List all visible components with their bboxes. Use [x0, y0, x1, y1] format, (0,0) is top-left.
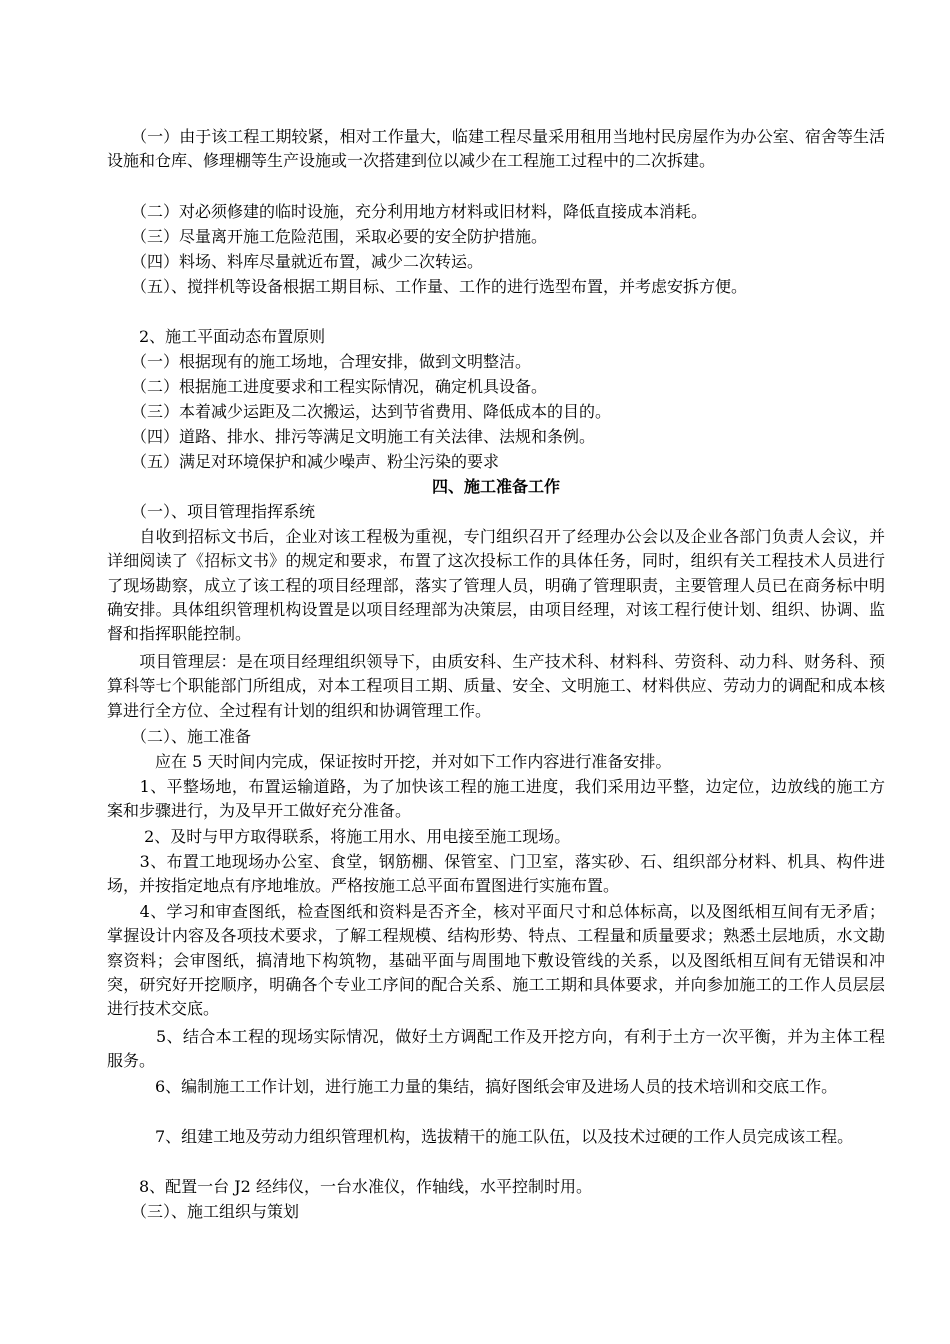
paragraph-layout-3: （三）本着减少运距及二次搬运，达到节省费用、降低成本的目的。 — [107, 402, 612, 421]
paragraph-prep-8: 8、配置一台 J2 经纬仪，一台水准仪，作轴线，水平控制时用。 — [107, 1177, 592, 1196]
paragraph-prep-4: 4、学习和审查图纸，检查图纸和资料是否齐全，核对平面尺寸和总体标高，以及图纸相互间有无矛盾；掌握设计内容及各项技术要求，了解工程规模、结构形势、特点、工程量和质量要求；熟悉土层地质，水文勘察资料；会审图纸，搞清地下构筑物，基础平面与周围地下敷设管线的关系，以及图纸相互间有无错误和冲突，研究好开挖顺序，明确各个专业工序间的配合关系、施工工期和具体要求，并向参加施工的工作人员层层进行技术交底。 — [107, 902, 885, 1019]
paragraph-prep-intro: 应在 5 天时间内完成，保证按时开挖，并对如下工作内容进行准备安排。 — [107, 752, 672, 771]
paragraph-management-2: 项目管理层：是在项目经理组织领导下，由质安科、生产技术科、材料科、劳资科、动力科、财务科、预算科等七个职能部门所组成，对本工程项目工期、质量、安全、文明施工、材料供应、劳动力的调配和成本核算进行全方位、全过程有计划的组织和协调管理工作。 — [107, 652, 885, 720]
paragraph-prep-1: 1、平整场地，布置运输道路，为了加快该工程的施工进度，我们采用边平整，边定位，边放线的施工方案和步骤进行，为及早开工做好充分准备。 — [107, 777, 885, 821]
paragraph-prep-7: 7、组建工地及劳动力组织管理机构，选拔精干的施工队伍，以及技术过硬的工作人员完成该工程。 — [107, 1127, 854, 1146]
paragraph-prep-3: 3、布置工地现场办公室、食堂，钢筋棚、保管室、门卫室，落实砂、石、组织部分材料、机具、构件进场，并按指定地点有序地堆放。严格按施工总平面布置图进行实施布置。 — [107, 852, 885, 896]
paragraph-prep-2: 2、及时与甲方取得联系，将施工用水、用电接至施工现场。 — [107, 827, 571, 846]
paragraph-management-1: 自收到招标文书后，企业对该工程极为重视，专门组织召开了经理办公会以及企业各部门负责人会议，并详细阅读了《招标文书》的规定和要求，布置了这次投标工作的具体任务，同时，组织有关工程技术人员进行了现场勘察，成立了该工程的项目经理部，落实了管理人员，明确了管理职责，主要管理人员已在商务标中明确安排。具体组织管理机构设置是以项目经理部为决策层，由项目经理，对该工程行使计划、组织、协调、监督和指挥职能控制。 — [107, 527, 885, 644]
section-heading-preparation: 四、施工准备工作 — [431, 477, 560, 496]
paragraph-layout-1: （一）根据现有的施工场地，合理安排，做到文明整洁。 — [107, 352, 532, 371]
paragraph-temp-facilities-2: （二）对必须修建的临时设施，充分利用地方材料或旧材料，降低直接成本消耗。 — [107, 202, 708, 221]
paragraph-temp-facilities-5: （五）、搅拌机等设备根据工期目标、工作量、工作的进行选型布置，并考虑安拆方便。 — [107, 277, 748, 296]
paragraph-temp-facilities-4: （四）料场、料库尽量就近布置，减少二次转运。 — [107, 252, 484, 271]
paragraph-layout-4: （四）道路、排水、排污等满足文明施工有关法律、法规和条例。 — [107, 427, 596, 446]
subsection-construction-prep: （二）、施工准备 — [107, 727, 252, 746]
subsection-management-system: （一）、项目管理指挥系统 — [107, 502, 316, 521]
paragraph-layout-5: （五）满足对环境保护和减少噪声、粉尘污染的要求 — [107, 452, 500, 471]
section-layout-principles-title: 2、施工平面动态布置原则 — [107, 327, 326, 346]
paragraph-layout-2: （二）根据施工进度要求和工程实际情况，确定机具设备。 — [107, 377, 548, 396]
paragraph-prep-5: 5、结合本工程的现场实际情况，做好土方调配工作及开挖方向，有利于土方一次平衡，并为主体工程服务。 — [107, 1027, 885, 1071]
paragraph-prep-6: 6、编制施工工作计划，进行施工力量的集结，搞好图纸会审及进场人员的技术培训和交底工作。 — [107, 1077, 838, 1096]
paragraph-temp-facilities-3: （三）尽量离开施工危险范围，采取必要的安全防护措施。 — [107, 227, 548, 246]
paragraph-temp-facilities-1: （一）由于该工程工期较紧，相对工作量大，临建工程尽量采用租用当地村民房屋作为办公室、宿舍等生活设施和仓库、修理棚等生产设施或一次搭建到位以减少在工程施工过程中的二次拆建。 — [107, 127, 885, 171]
subsection-organization-planning: （三）、施工组织与策划 — [107, 1202, 300, 1221]
